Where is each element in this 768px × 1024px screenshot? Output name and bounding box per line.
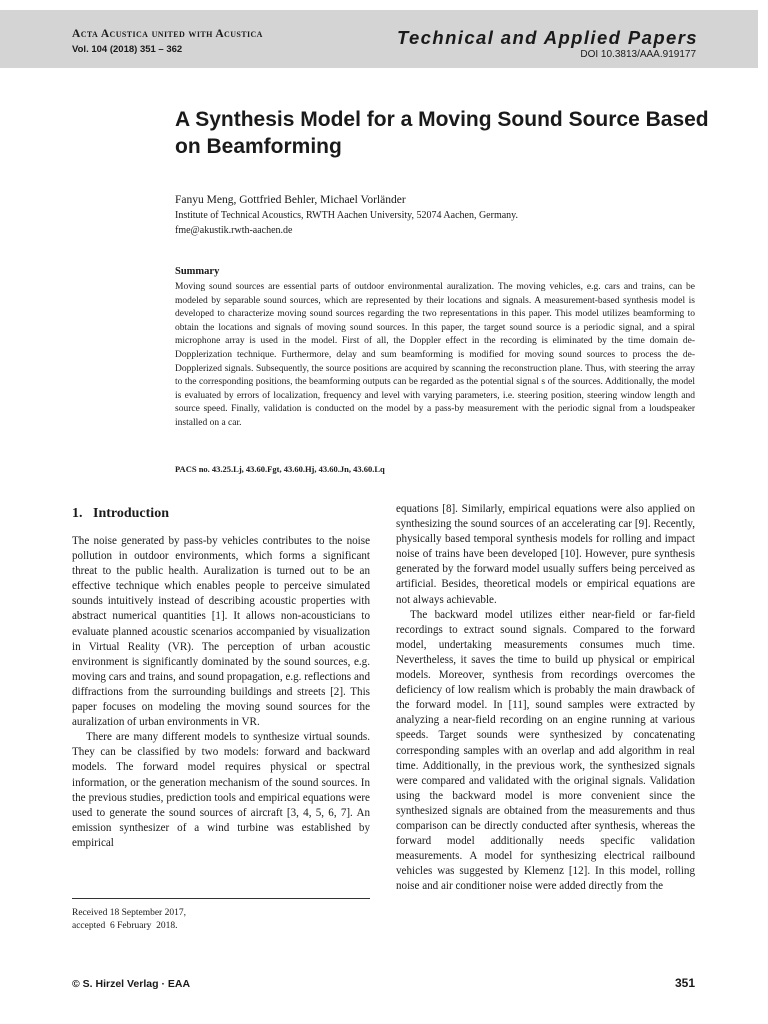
- summary-text: Moving sound sources are essential parts of outdoor environmental auralization. The moving vehicles, e.g. cars and trains, can be modeled by separable sound sources, which are represented by their locations and signals. A measurement-based synthesis model is developed to characterize moving sound sources regarding the two representations in this paper. This model utilizes beamforming to obtain the locations and signals of moving sound sources. In this paper, the target sound source is a periodic signal, and a spiral microphone array is used in the model. First of all, the Doppler effect in the recording is eliminated by the time domain de-Dopplerization technique. Furthermore, delay and sum beamforming is modified for moving sound sources to process the de-Dopplerized signals. Subsequently, the source positions are acquired by scanning the reconstruction plane. Thus, with steering the array to the corresponding positions, the beamforming outputs can be regarded as the potential signal s of the sources. Additionally, the model is evaluated by errors of localization, frequency and level with varying parameters, i.e. steering position, steering window length and source speed. Finally, validation is conducted on the model by a pass-by measurement with the periodic signal from a loudspeaker installed on a car.: [175, 282, 695, 428]
- paragraph: The noise generated by pass-by vehicles contributes to the noise pollution in outdoor environments, which forms a significant threat to the public health. Auralization is turned out to be an effective technique which enables people to perceive simulated sounds intuitively instead of describing acoustic properties with abstract numerical quantities [1]. It allows non-acousticians to evaluate planned acoustic scenarios accompanied by visualization in Virtual Reality (VR). The perception of urban acoustic environment is significantly dominated by the sound sources, e.g. moving cars and trains, and sound propagation, e.g. reflections and diffractions from the surrounding buildings and streets [2]. This paper focuses on modeling the moving sound sources for the auralization of urban environments in VR.: [72, 535, 370, 729]
- right-column: [396, 502, 695, 894]
- article-title: A Synthesis Model for a Moving Sound Source Based on Beamforming: [175, 108, 709, 158]
- author-email: fme@akustik.rwth-aachen.de: [175, 225, 293, 236]
- summary-heading: Summary: [175, 266, 220, 277]
- footnote: [72, 907, 186, 932]
- paragraph: equations [8]. Similarly, empirical equations were also applied on synthesizing the sound sources of an accelerating car [9]. Recently, physically based temporal synthesis models for rolling and impact noise of trains have been developed [10]. However, pure synthesis generated by the forward model usually suffers being perceived as artificial. Besides, theoretical models or empirical equations are not always achievable.: [396, 503, 695, 606]
- section-heading-introduction: 1. Introduction: [72, 506, 169, 521]
- affiliation: Institute of Technical Acoustics, RWTH Aachen University, 52074 Aachen, Germany.: [175, 210, 519, 221]
- pacs-codes: PACS no. 43.25.Lj, 43.60.Fgt, 43.60.Hj, 43.60.Jn, 43.60.Lq: [175, 464, 385, 474]
- journal-name: Acta Acustica united with Acustica: [72, 28, 263, 40]
- paragraph: There are many different models to synthesize virtual sounds. They can be classified by two models: forward and backward models. The forward model requires physical or spectral information, or the generation mechanism of the sound sources. In the previous studies, prediction tools and empirical equations were used to generate the sound sources of aircraft [3, 4, 5, 6, 7]. An emission synthesizer of a wind turbine was established by empirical: [72, 731, 370, 849]
- footnote-rule: [72, 898, 370, 899]
- paragraph: The backward model utilizes either near-field or far-field recordings to extract sound signals. Compared to the forward model, undertaking measurements consumes much time. Nevertheless, it saves the time to build up physical or empirical models. Moreover, synthesis from recordings overcomes the deficiency of low realism which is probably the main drawback of the forward model. In [11], sound samples were extracted by analyzing a near-field recording on an engine running at various speeds. Target sounds were synthesized by concatenating corresponding samples with an overlap and add algorithm in real time. Additionally, in the previous work, the synthesized signals were compared and validated with the original signals. Validation using the backward model is more convenient since the synthesized signals are obtained from the measurements and thus comparison can be directly conducted after synthesis, whereas the forward model additionally needs specific validation measurements. A model for synthesizing electrical railbound vehicles was suggested by Klemenz [12]. In this model, rolling noise and air conditioner noise were added directly from the: [396, 608, 695, 893]
- publisher-footer: © S. Hirzel Verlag · EAA: [72, 978, 191, 990]
- accepted-date: accepted 6 February 2018.: [72, 920, 178, 931]
- page-number: 351: [674, 976, 695, 990]
- doi: DOI 10.3813/AAA.919177: [580, 49, 696, 60]
- received-date: Received 18 September 2017,: [72, 908, 186, 918]
- left-column: [72, 505, 370, 851]
- section-label: Technical and Applied Papers: [396, 27, 698, 48]
- authors: Fanyu Meng, Gottfried Behler, Michael Vorländer: [175, 194, 406, 206]
- journal-volume: Vol. 104 (2018) 351 – 362: [72, 44, 183, 55]
